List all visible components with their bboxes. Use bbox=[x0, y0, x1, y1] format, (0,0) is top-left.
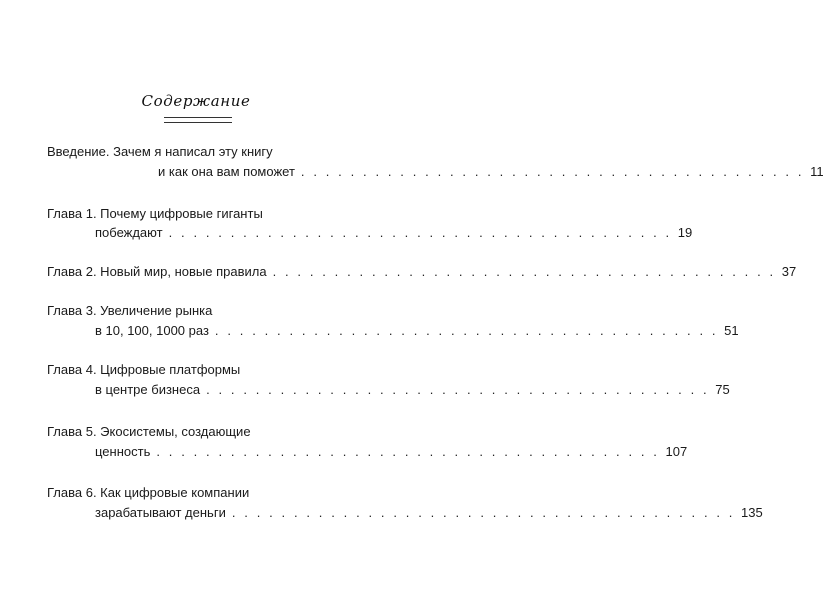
toc-entry-title-continued: ценность bbox=[95, 444, 151, 459]
toc-page-number: 19 bbox=[677, 225, 693, 240]
toc-entry-title: Глава 5. Экосистемы, создающие bbox=[47, 424, 251, 439]
toc-page-number: 51 bbox=[724, 323, 739, 338]
toc-entry-leader-row bbox=[95, 225, 693, 241]
toc-entry-title-continued: побеждают bbox=[95, 225, 163, 240]
toc-entry-leader-row bbox=[95, 505, 763, 521]
toc-entry-title: Глава 1. Почему цифровые гиганты bbox=[47, 206, 263, 221]
toc-entry-leader-row bbox=[158, 164, 824, 180]
toc-entry-title: Глава 4. Цифровые платформы bbox=[47, 362, 241, 377]
toc-entry-title: Введение. Зачем я написал эту книгу bbox=[47, 144, 273, 159]
toc-entry-title: Глава 3. Увеличение рынка bbox=[47, 303, 213, 318]
toc-entry-title: Глава 6. Как цифровые компании bbox=[47, 485, 250, 500]
dot-leader: . . . . . . . . . . . . . . . . . . . . . . . . . . . . . . . . . . . . . . . . . bbox=[156, 444, 660, 459]
title-double-rule bbox=[164, 117, 232, 123]
toc-entry-title-continued: в 10, 100, 1000 раз bbox=[95, 323, 209, 338]
toc-entry-title: Глава 2. Новый мир, новые правила bbox=[47, 264, 267, 279]
toc-title: Содержание bbox=[141, 92, 251, 110]
dot-leader: . . . . . . . . . . . . . . . . . . . . . . . . . . . . . . . . . . . . . . . . . bbox=[206, 382, 710, 397]
toc-entry-leader-row bbox=[95, 444, 688, 460]
toc-page-number: 37 bbox=[781, 264, 797, 279]
dot-leader: . . . . . . . . . . . . . . . . . . . . . . . . . . . . . . . . . . . . . . . . . bbox=[231, 505, 736, 520]
toc-page-number: 107 bbox=[665, 444, 688, 459]
toc-entry-title-continued: и как она вам поможет bbox=[158, 164, 295, 179]
toc-page-number: 75 bbox=[715, 382, 730, 397]
toc-entry-title-continued: зарабатывают деньги bbox=[95, 505, 226, 520]
toc-entry-leader-row bbox=[95, 382, 730, 398]
dot-leader: . . . . . . . . . . . . . . . . . . . . . . . . . . . . . . . . . . . . . . . . . bbox=[168, 225, 672, 240]
dot-leader: . . . . . . . . . . . . . . . . . . . . . . . . . . . . . . . . . . . . . . . . . bbox=[214, 323, 719, 338]
toc-entry-leader-row bbox=[95, 323, 739, 339]
toc-entry-title-continued: в центре бизнеса bbox=[95, 382, 201, 397]
toc-entry-leader-row bbox=[47, 264, 797, 280]
dot-leader: . . . . . . . . . . . . . . . . . . . . . . . . . . . . . . . . . . . . . . . . . bbox=[300, 164, 805, 179]
toc-page-number: 135 bbox=[741, 505, 763, 520]
dot-leader: . . . . . . . . . . . . . . . . . . . . . . . . . . . . . . . . . . . . . . . . . bbox=[272, 264, 776, 279]
toc-page-number: 11 bbox=[810, 164, 824, 179]
